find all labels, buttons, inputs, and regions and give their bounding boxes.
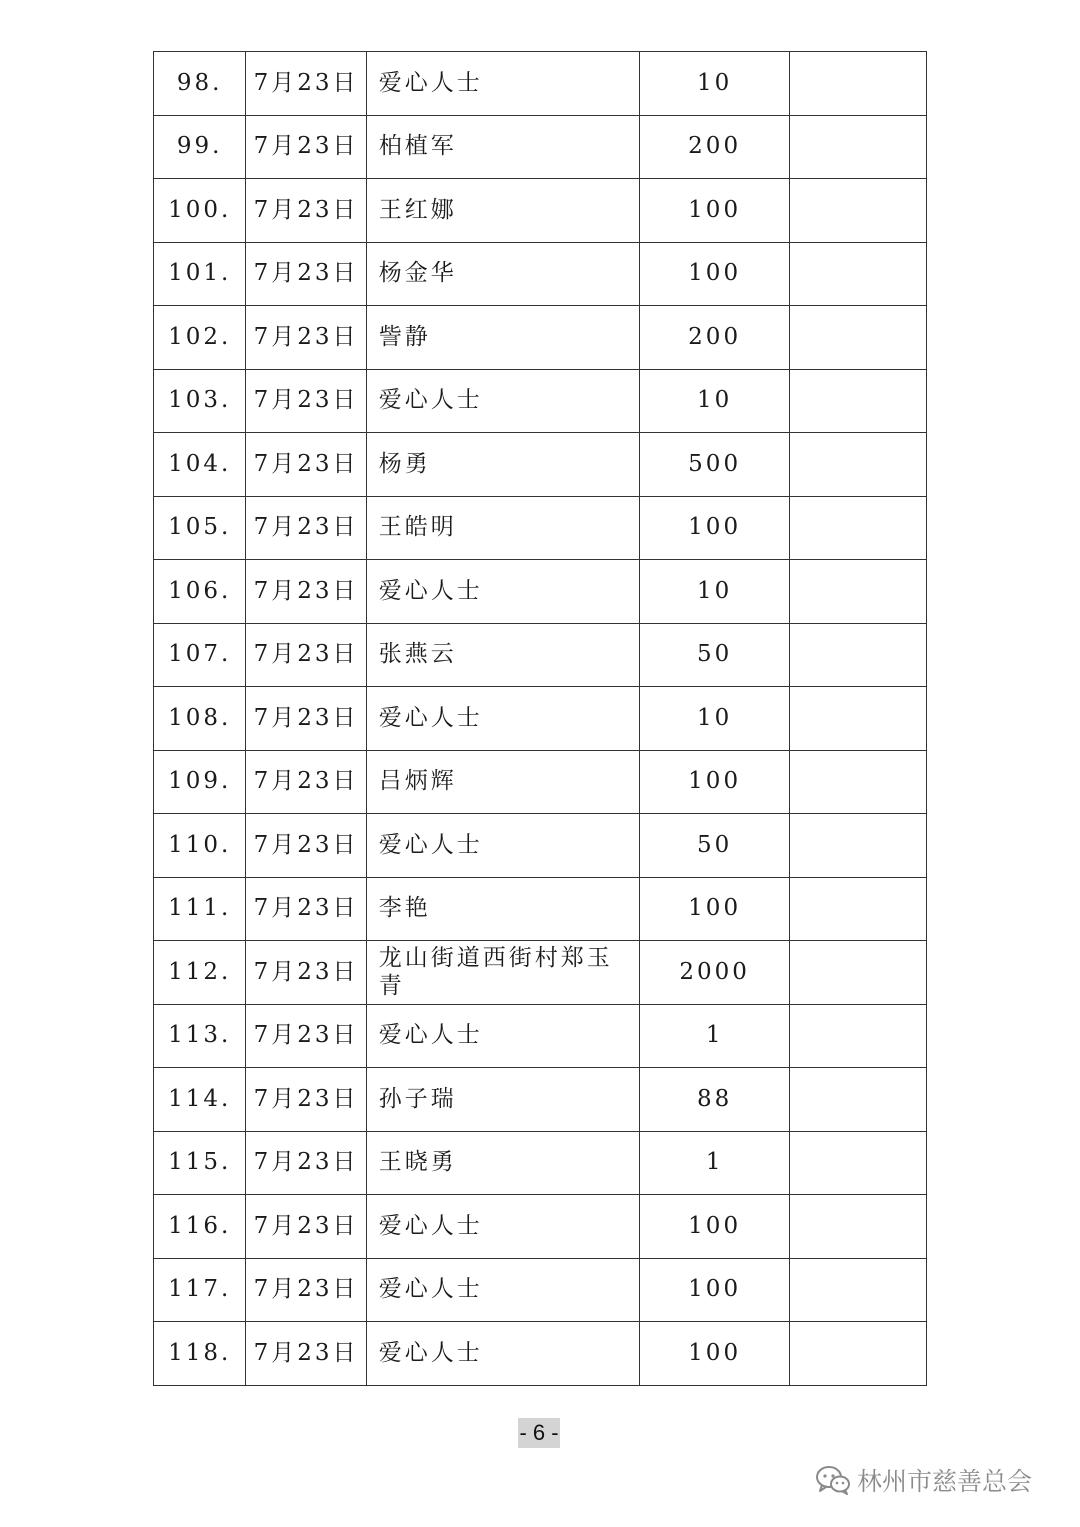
row-note-cell [790, 1258, 927, 1322]
row-name-cell: 龙山街道西街村郑玉青 [366, 941, 639, 1005]
row-index-cell: 103. [154, 369, 246, 433]
table-row [154, 687, 927, 751]
row-date-cell: 7月23日 [246, 1131, 366, 1195]
row-index-cell: 100. [154, 179, 246, 243]
table-row [154, 52, 927, 116]
row-date-cell: 7月23日 [246, 1322, 366, 1386]
table-row [154, 877, 927, 941]
table-row [154, 1068, 927, 1132]
row-note-cell [790, 1004, 927, 1068]
row-date-cell: 7月23日 [246, 496, 366, 560]
row-note-cell [790, 750, 927, 814]
row-amount-cell: 100 [639, 179, 790, 243]
page-number: - 6 - [518, 1418, 560, 1448]
row-name-cell: 王皓明 [366, 496, 639, 560]
row-name-cell: 王红娜 [366, 179, 639, 243]
row-index-cell: 106. [154, 560, 246, 624]
row-name-cell: 吕炳辉 [366, 750, 639, 814]
row-amount-cell: 1 [639, 1004, 790, 1068]
row-name-cell: 张燕云 [366, 623, 639, 687]
table-row [154, 623, 927, 687]
row-name-cell: 杨勇 [366, 433, 639, 497]
row-date-cell: 7月23日 [246, 1195, 366, 1259]
table-row [154, 179, 927, 243]
row-amount-cell: 1 [639, 1131, 790, 1195]
row-index-cell: 109. [154, 750, 246, 814]
watermark [815, 1458, 1032, 1502]
table-row [154, 306, 927, 370]
row-name-cell: 孙子瑞 [366, 1068, 639, 1132]
donation-table-body [154, 52, 927, 1386]
row-name-cell: 爱心人士 [366, 52, 639, 116]
row-index-cell: 98. [154, 52, 246, 116]
row-amount-cell: 100 [639, 1258, 790, 1322]
row-date-cell: 7月23日 [246, 814, 366, 878]
row-index-cell: 118. [154, 1322, 246, 1386]
row-date-cell: 7月23日 [246, 433, 366, 497]
row-index-cell: 104. [154, 433, 246, 497]
row-date-cell: 7月23日 [246, 1068, 366, 1132]
row-amount-cell: 50 [639, 623, 790, 687]
row-note-cell [790, 1322, 927, 1386]
row-note-cell [790, 433, 927, 497]
row-amount-cell: 10 [639, 52, 790, 116]
table-row [154, 1322, 927, 1386]
row-name-cell: 爱心人士 [366, 1322, 639, 1386]
row-index-cell: 112. [154, 941, 246, 1005]
table-row [154, 496, 927, 560]
row-index-cell: 101. [154, 242, 246, 306]
row-date-cell: 7月23日 [246, 179, 366, 243]
row-name-cell: 李艳 [366, 877, 639, 941]
row-index-cell: 99. [154, 115, 246, 179]
row-amount-cell: 2000 [639, 941, 790, 1005]
row-note-cell [790, 560, 927, 624]
row-date-cell: 7月23日 [246, 941, 366, 1005]
row-note-cell [790, 941, 927, 1005]
row-index-cell: 114. [154, 1068, 246, 1132]
row-date-cell: 7月23日 [246, 560, 366, 624]
row-index-cell: 110. [154, 814, 246, 878]
row-note-cell [790, 1068, 927, 1132]
row-index-cell: 111. [154, 877, 246, 941]
row-note-cell [790, 306, 927, 370]
row-note-cell [790, 115, 927, 179]
row-name-cell: 爱心人士 [366, 369, 639, 433]
row-amount-cell: 100 [639, 496, 790, 560]
row-name-cell: 爱心人士 [366, 687, 639, 751]
row-index-cell: 102. [154, 306, 246, 370]
row-amount-cell: 100 [639, 877, 790, 941]
row-date-cell: 7月23日 [246, 687, 366, 751]
row-amount-cell: 10 [639, 369, 790, 433]
row-name-cell: 王晓勇 [366, 1131, 639, 1195]
row-amount-cell: 200 [639, 306, 790, 370]
table-row [154, 1131, 927, 1195]
row-note-cell [790, 52, 927, 116]
row-amount-cell: 50 [639, 814, 790, 878]
row-date-cell: 7月23日 [246, 1258, 366, 1322]
row-amount-cell: 100 [639, 1322, 790, 1386]
row-name-cell: 杨金华 [366, 242, 639, 306]
table-row [154, 560, 927, 624]
row-date-cell: 7月23日 [246, 242, 366, 306]
row-note-cell [790, 623, 927, 687]
row-index-cell: 115. [154, 1131, 246, 1195]
row-amount-cell: 10 [639, 687, 790, 751]
table-row [154, 115, 927, 179]
row-note-cell [790, 814, 927, 878]
row-date-cell: 7月23日 [246, 115, 366, 179]
table-row [154, 750, 927, 814]
row-name-cell: 爱心人士 [366, 1195, 639, 1259]
table-row [154, 242, 927, 306]
row-name-cell: 訾静 [366, 306, 639, 370]
row-date-cell: 7月23日 [246, 369, 366, 433]
row-date-cell: 7月23日 [246, 750, 366, 814]
row-note-cell [790, 1131, 927, 1195]
row-date-cell: 7月23日 [246, 1004, 366, 1068]
row-index-cell: 117. [154, 1258, 246, 1322]
row-name-cell: 柏植军 [366, 115, 639, 179]
row-note-cell [790, 1195, 927, 1259]
row-name-cell: 爱心人士 [366, 1258, 639, 1322]
row-amount-cell: 100 [639, 750, 790, 814]
row-note-cell [790, 687, 927, 751]
table-row [154, 433, 927, 497]
table-row [154, 941, 927, 1005]
row-date-cell: 7月23日 [246, 877, 366, 941]
row-note-cell [790, 877, 927, 941]
table-row [154, 814, 927, 878]
row-amount-cell: 100 [639, 1195, 790, 1259]
row-name-cell: 爱心人士 [366, 560, 639, 624]
row-amount-cell: 88 [639, 1068, 790, 1132]
row-note-cell [790, 496, 927, 560]
row-note-cell [790, 242, 927, 306]
row-index-cell: 108. [154, 687, 246, 751]
row-date-cell: 7月23日 [246, 623, 366, 687]
row-index-cell: 107. [154, 623, 246, 687]
row-amount-cell: 10 [639, 560, 790, 624]
row-index-cell: 116. [154, 1195, 246, 1259]
row-amount-cell: 100 [639, 242, 790, 306]
table-row [154, 1004, 927, 1068]
row-note-cell [790, 369, 927, 433]
table-row [154, 369, 927, 433]
row-name-cell: 爱心人士 [366, 814, 639, 878]
wechat-icon [815, 1464, 851, 1496]
row-index-cell: 105. [154, 496, 246, 560]
row-index-cell: 113. [154, 1004, 246, 1068]
donation-table [153, 51, 927, 1386]
row-note-cell [790, 179, 927, 243]
row-date-cell: 7月23日 [246, 306, 366, 370]
row-amount-cell: 200 [639, 115, 790, 179]
row-name-cell: 爱心人士 [366, 1004, 639, 1068]
table-row [154, 1195, 927, 1259]
table-row [154, 1258, 927, 1322]
watermark-text: 林州市慈善总会 [857, 1467, 1033, 1496]
row-amount-cell: 500 [639, 433, 790, 497]
row-date-cell: 7月23日 [246, 52, 366, 116]
